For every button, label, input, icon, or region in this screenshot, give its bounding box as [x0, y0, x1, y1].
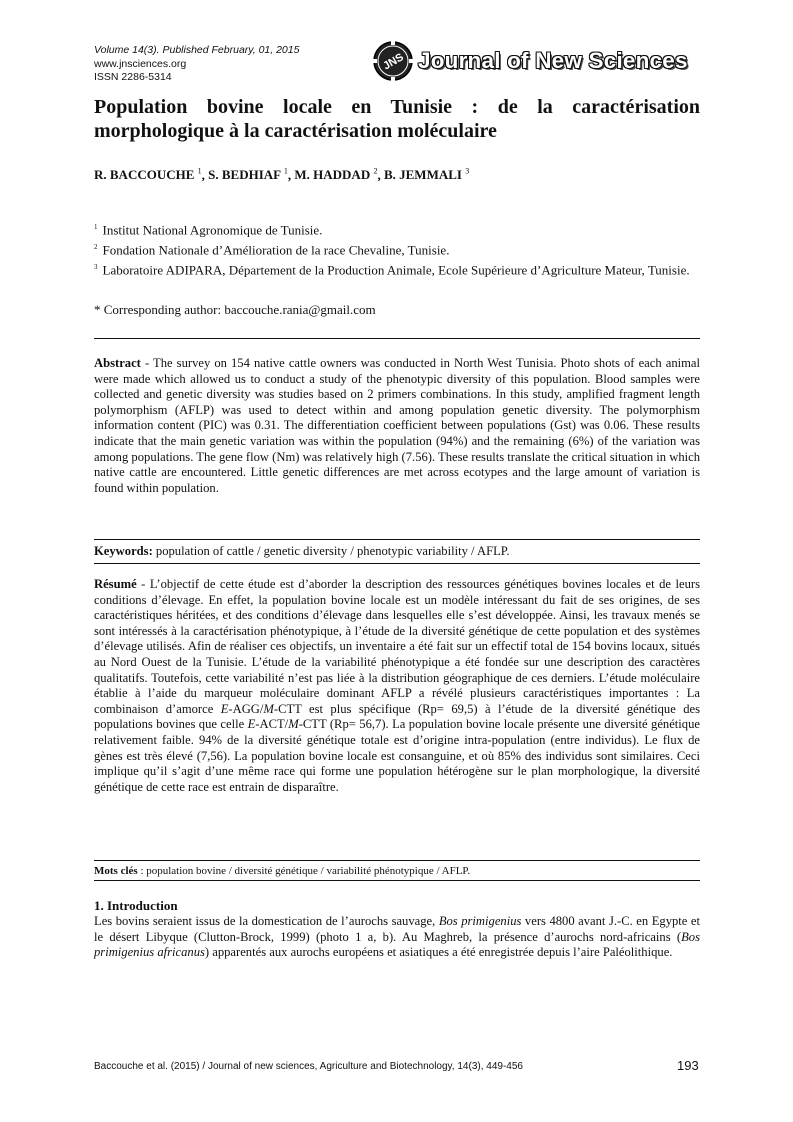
species-name: Bos primigenius africanus: [94, 929, 700, 960]
abstract-label: Abstract: [94, 356, 141, 370]
divider: [94, 860, 700, 861]
affiliations: [94, 219, 700, 278]
affiliation-3: $^3$ Laboratoire ADIPARA, Département de la Production Animale, Ecole Supérieure d’Agriculture Mateur, Tunisie.: [94, 261, 690, 277]
issn: ISSN 2286-5314: [94, 71, 172, 83]
paper-title: Population bovine locale en Tunisie : de la caractérisation morphologique à la caractérisation moléculaire: [94, 96, 700, 142]
page-number: 193: [677, 1058, 699, 1073]
keywords: [94, 544, 700, 559]
keywords-text: population of cattle / genetic diversity / phenotypic variability / AFLP.: [152, 544, 510, 558]
abstract: [94, 356, 700, 496]
svg-text:JNS: JNS: [381, 51, 406, 73]
author-name: M. HADDAD $^2$: [294, 167, 378, 183]
section-heading: 1. Introduction: [94, 898, 178, 913]
divider: [94, 880, 700, 881]
resume-label: Résumé: [94, 577, 137, 591]
author-name: R. BACCOUCHE $^1$: [94, 167, 202, 183]
journal-logo: [372, 40, 702, 84]
divider: [94, 338, 700, 339]
affiliation-1: $^1$ Institut National Agronomique de Tunisie.: [94, 222, 323, 238]
introduction-text: Les bovins seraient issus de la domestication de l’aurochs sauvage, Bos primigenius vers 4800 avant J.-C. en Egypte et le désert Libyque (Clutton-Brock, 1999) (photo 1 a, b). Au Maghreb, la présence d’aurochs nord-africains (Bos primigenius africanus) apparentés aux aurochs européens et asiatiques a été enregistrée depuis l’aire Paléolithique.: [94, 914, 700, 960]
corresponding-author: * Corresponding author: baccouche.rania@gmail.com: [94, 302, 376, 317]
affiliation-2: $^2$ Fondation Nationale d’Amélioration de la race Chevaline, Tunisie.: [94, 242, 450, 258]
mots-cles-label: Mots clés: [94, 865, 138, 877]
resume: Résumé - L’objectif de cette étude est d’aborder la description des ressources génétiques bovines locales et de leurs conditions d’élevage. En effet, la population bovine locale est un modèle intéressant du fait de ses origines, de ses caractéristiques héritées, et des conditions d’élevage dans lesquelles elle s’est développée. Ainsi, les travaux menés se sont intéressés à la caractérisation phénotypique, à l’étude de la diversité génétique de cette population et des systèmes d’élevage utilisés. Afin de réaliser ces objectifs, un inventaire a été fait sur un effectif total de 154 bovins locaux, situés au Nord Ouest de la Tunisie. L’étude de la variabilité phénotypique a été fondée sur une description des caractères qualitatifs. Toutefois, cette variabilité n’est pas liée à la distribution géographique de ces derniers. L’étude moléculaire établie à l’aide du marqueur moléculaire dominant AFLP a révélé plusieurs caractéristiques importantes : La combinaison d’amorce E-AGG/M-CTT est plus spécifique (Rp= 69,5) à l’étude de la diversité génétique des populations bovines que celle E-ACT/M-CTT (Rp= 56,7). La population bovine locale présente une diversité génétique relativement faible. 94% de la diversité génétique totale est d’origine intra-population (entre individus). Le flux de gènes est très élevé (7,56). La population bovine locale est consanguine, et où 85% des individus sont similaires. Ceci implique qu’il s’agit d’une même race qui forme une population hétérogène sur le plan morphologique, la diversité génétique de cette race est entrain de disparaître.: [94, 577, 700, 794]
website-link[interactable]: www.jnsciences.org: [94, 57, 187, 70]
jns-badge-icon: [372, 40, 414, 82]
mots-cles-text: : population bovine / diversité génétique / variabilité phénotypique / AFLP.: [137, 865, 471, 877]
footer-citation: Baccouche et al. (2015) / Journal of new sciences, Agriculture and Biotechnology, 14(3), 449-456: [94, 1061, 523, 1072]
journal-meta: [94, 44, 299, 85]
keywords-label: Keywords:: [94, 544, 153, 558]
mots-cles: [94, 865, 700, 877]
volume-line: Volume 14(3). Published February, 01, 2015: [94, 44, 300, 56]
journal-name: Journal of New Sciences: [418, 48, 688, 73]
species-name: Bos primigenius: [438, 914, 522, 928]
divider: [94, 539, 700, 540]
abstract-text: - The survey on 154 native cattle owners was conducted in North West Tunisia. Photo shots of each animal were made which allowed us to conduct a study of the phenotypic diversity of this population. Blood samples were collected and genetic diversity was studies based on 2 primers combinations. In this study, amplified fragment length polymorphism (AFLP) was used to detect within and among population genetic diversity. The polymorphism information content (PIC) was 0.31. The differentiation coefficient between populations (Gst) was 0.06. These results indicate that the main genetic variation was within the population (94%) and the remaining (6%) of the variation was among populations. The gene flow (Nm) was relatively high (7.56). These results translate the critical situation in which native cattle are encountered. Little genetic differences are met across ecotypes and the large amount of variation is found within population.: [94, 356, 700, 495]
author-name: S. BEDHIAF $^1$: [208, 167, 288, 183]
divider: [94, 563, 700, 564]
author-list: R. BACCOUCHE $^1$, S. BEDHIAF $^1$, M. HADDAD $^2$, B. JEMMALI $^3$: [94, 167, 470, 183]
author-name: B. JEMMALI $^3$: [383, 167, 470, 183]
